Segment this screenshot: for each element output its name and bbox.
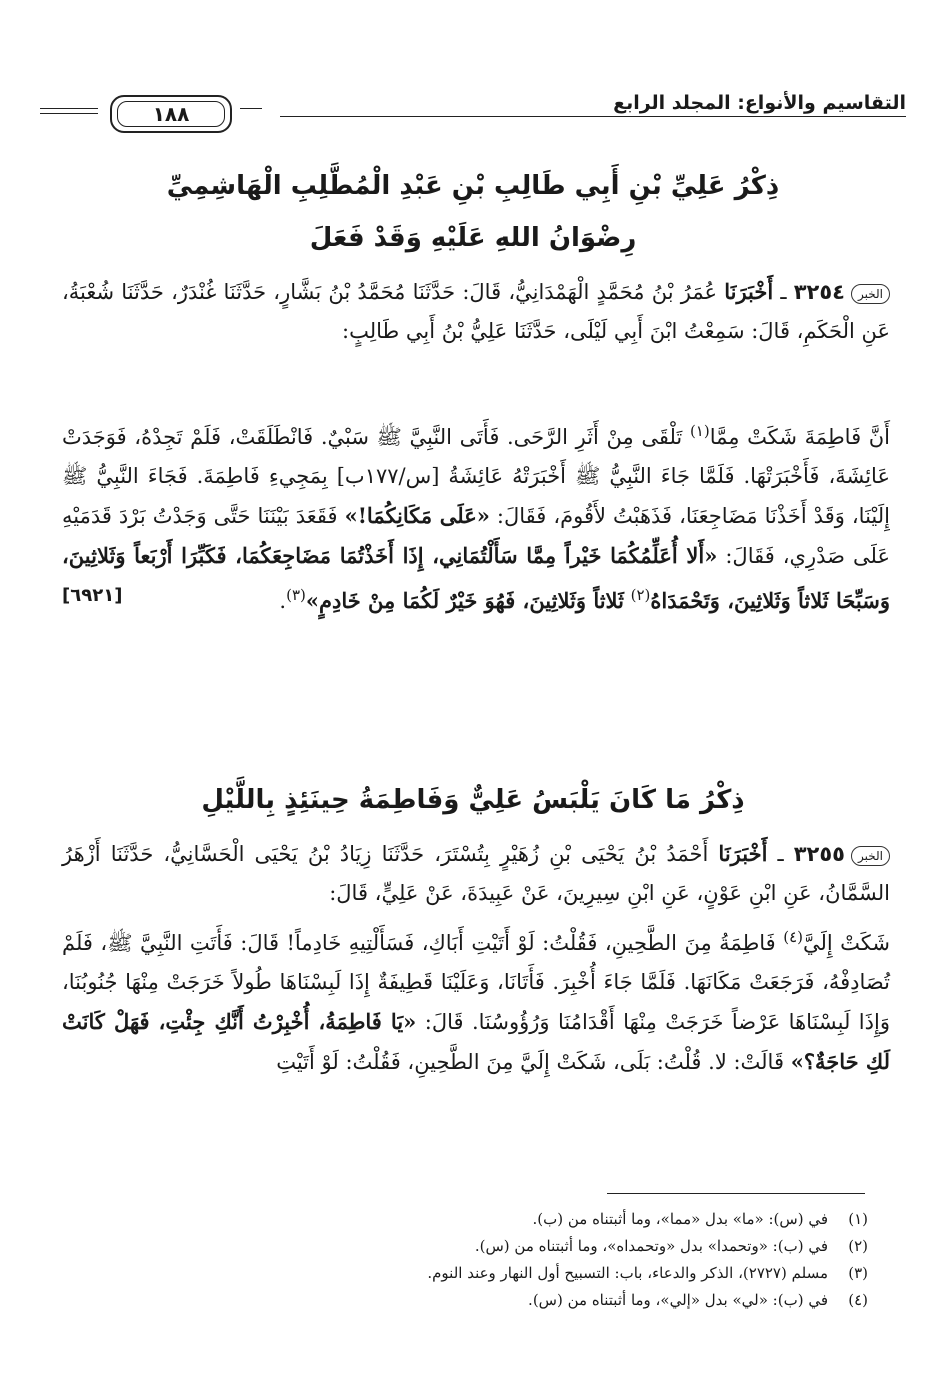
footnote-number: (٢): [848, 1237, 868, 1255]
footnotes: [200, 1206, 868, 1314]
header-rule: [280, 116, 906, 117]
footnote-ref: (٣): [286, 586, 306, 604]
khabar-marker-icon: الخبر: [851, 846, 890, 866]
prophet-quote: «يَا فَاطِمَةُ، أُخْبِرْتُ أَنَّكِ جِئْتِ، فَهَلْ كَانَتْ لَكِ حَاجَةٌ؟»: [62, 1009, 890, 1074]
matn-text: فَاطِمَةُ مِنَ الطَّحِينِ، فَقُلْتُ: لَوْ أَتَيْتِ أَبَاكِ، فَسَأَلْتِيهِ خَادِماً! قَالَ: فَأَتَتِ النَّبِيَّ ﷺ، فَلَمْ تُصَادِفْهُ، فَرَجَعَتْ مَكَانَهَا. فَلَمَّا جَاءَ أُخْبِرَ. فَأَتَانَا، وَعَلَيْنَا قَطِيفَةٌ إِذَا لَبِسْنَاهَا طُولاً خَرَجَتْ مِنْهَا جُنُوبُنَا، وَإِذَا لَبِسْنَاهَا عَرْضاً خَرَجَتْ مِنْهَا أَقْدَامُنَا وَرُؤُوسُنَا. قَالَ:: [62, 931, 890, 1034]
matn-text: قَالَتْ: لا. قُلْتُ: بَلَى، شَكَتْ إِلَيَّ مِنَ الطَّحِينِ، فَقُلْتُ: لَوْ أَتَيْتِ: [276, 1050, 784, 1074]
matn-text: فَقَعَدَ بَيْنَنَا حَتَّى وَجَدْتُ بَرْدَ قَدَمَيْهِ عَلَى صَدْرِي، فَقَالَ:: [62, 504, 890, 568]
matn-text: تَلْقَى مِنْ أَثَرِ الرَّحَى. فَأَتَى النَّبِيَّ ﷺ سَبْيٌ. فَانْطَلَقَتْ، فَلَمْ تَجِدْهُ، فَوَجَدَتْ عَائِشَةَ، فَأَخْبَرَتْهَا. فَلَمَّا جَاءَ النَّبِيُّ ﷺ أَخْبَرَتْهُ عَائِشَةُ [س/١٧٧ب] بِمَجِيءِ فَاطِمَةَ. فَجَاءَ النَّبِيُّ ﷺ إِلَيْنَا، وَقَدْ أَخَذْنَا مَضَاجِعَنَا، فَذَهَبْتُ لأَقُومَ، فَقَالَ:: [62, 425, 890, 528]
page-number-frame: [110, 95, 232, 133]
akhbarana-word: أَخْبَرَنَا: [718, 841, 768, 866]
section-heading-line: ذِكْرُ مَا كَانَ يَلْبَسُ عَلِيٌّ وَفَاطِمَةُ حِينَئِذٍ بِاللَّيْلِ: [201, 785, 745, 815]
prophet-quote: «أَلا أُعَلِّمُكُمَا خَيْراً مِمَّا سَأَلْتُمَانِي، إِذَا أَخَذْتُمَا مَضَاجِعَكُمَا، فَكَبِّرَا أَرْبَعاً وَثَلاثِينَ، وَسَبِّحَا ثَلاثاً وَثَلاثِينَ، وَتَحْمَدَاهُ: [62, 543, 890, 613]
section-heading-2: [60, 774, 886, 826]
end-mark: .: [279, 589, 287, 613]
footnote-rule: [607, 1193, 865, 1194]
matn-text: أَنَّ فَاطِمَةَ شَكَتْ مِمَّا: [709, 425, 891, 449]
footnote-text: مسلم (٢٧٢٧)، الذكر والدعاء، باب: التسبيح أول النهار وعند النوم.: [427, 1264, 828, 1282]
akhbarana-word: أَخْبَرَنَا: [724, 279, 774, 304]
running-title: التقاسيم والأنواع: المجلد الرابع: [613, 92, 906, 114]
footnote: [200, 1233, 868, 1260]
footnote-text: في (ب): «وتحمدا» بدل «وتحمداه»، وما أثبتناه من (س).: [474, 1237, 828, 1255]
footnote: [200, 1260, 868, 1287]
matn-text: شَكَتْ إِلَيَّ: [802, 931, 890, 955]
hadith-isnad-2: الخبر٣٢٥٥ ـ أَخْبَرَنَا أَحْمَدُ بْنُ يَحْيَى بْنِ زُهَيْرٍ بِتُسْتَرَ، حَدَّثَنَا زِيَادُ بْنُ يَحْيَى الْحَسَّانِيُّ، حَدَّثَنَا أَزْهَرُ السَّمَّانُ، عَنِ ابْنِ عَوْنٍ، عَنِ ابْنِ سِيرِينَ، عَنْ عَبِيدَةَ، عَنْ عَلِيٍّ، قَالَ:: [62, 841, 890, 905]
header-ornament-line: [40, 108, 98, 109]
footnote-ref: (١): [689, 422, 710, 440]
footnote-number: (١): [848, 1210, 868, 1228]
hadith-matn-2: [62, 918, 890, 1082]
hadith-isnad-1: الخبر٣٢٥٤ ـ أَخْبَرَنَا عُمَرُ بْنُ مُحَمَّدٍ الْهَمْدَانِيُّ، قَالَ: حَدَّثَنَا مُحَمَّدُ بْنُ بَشَّارٍ، حَدَّثَنَا غُنْدَرٌ، حَدَّثَنَا شُعْبَةُ، عَنِ الْحَكَمِ، قَالَ: سَمِعْتُ ابْنَ أَبِي لَيْلَى، حَدَّثَنَا عَلِيُّ بْنُ أَبِي طَالِبٍ:: [62, 279, 890, 343]
hadith-number: ٣٢٥٥: [793, 842, 846, 866]
footnote-text: في (س): «ما» بدل «مما»، وما أثبتناه من (ب).: [532, 1210, 828, 1228]
footnote-text: في (ب): «لي» بدل «إلي»، وما أثبتناه من (س).: [528, 1291, 828, 1309]
hadith-number: ٣٢٥٤: [793, 280, 846, 304]
hadith-citation: [٦٩٢١]: [62, 585, 123, 606]
header-ornament-line: [40, 113, 98, 114]
section-heading-1: [60, 160, 886, 264]
footnote-number: (٣): [848, 1264, 868, 1282]
header-ornament-line: [240, 108, 262, 109]
hadith-matn-1: [62, 412, 890, 621]
footnote: [200, 1206, 868, 1233]
prophet-quote: «عَلَى مَكَانِكُمَا!»: [344, 503, 490, 528]
prophet-quote: ثَلاثاً وَثَلاثِينَ، فَهُوَ خَيْرٌ لَكُمَا مِنْ خَادِمٍ»: [305, 588, 624, 613]
footnote-number: (٤): [848, 1291, 868, 1309]
page-header: [40, 92, 906, 136]
footnote-ref: (٤): [783, 928, 803, 946]
isnad-text: أَحْمَدُ بْنُ يَحْيَى بْنِ زُهَيْرٍ بِتُسْتَرَ، حَدَّثَنَا زِيَادُ بْنُ يَحْيَى الْحَسَّانِيُّ، حَدَّثَنَا أَزْهَرُ السَّمَّانُ، عَنِ ابْنِ عَوْنٍ، عَنِ ابْنِ سِيرِينَ، عَنْ عَبِيدَةَ، عَنْ عَلِيٍّ، قَالَ:: [62, 842, 890, 905]
section-heading-line: ذِكْرُ عَلِيِّ بْنِ أَبِي طَالِبِ بْنِ عَبْدِ الْمُطَّلِبِ الْهَاشِمِيِّ: [166, 171, 780, 201]
khabar-marker-icon: الخبر: [851, 284, 890, 304]
footnote: [200, 1287, 868, 1314]
footnote-ref: (٢): [630, 586, 651, 604]
section-heading-line: رِضْوَانُ اللهِ عَلَيْهِ وَقَدْ فَعَلَ: [309, 223, 637, 253]
isnad-text: عُمَرُ بْنُ مُحَمَّدٍ الْهَمْدَانِيُّ، قَالَ: حَدَّثَنَا مُحَمَّدُ بْنُ بَشَّارٍ، حَدَّثَنَا غُنْدَرٌ، حَدَّثَنَا شُعْبَةُ، عَنِ الْحَكَمِ، قَالَ: سَمِعْتُ ابْنَ أَبِي لَيْلَى، حَدَّثَنَا عَلِيُّ بْنُ أَبِي طَالِبٍ:: [62, 280, 890, 343]
page-number: ١٨٨: [152, 102, 190, 126]
